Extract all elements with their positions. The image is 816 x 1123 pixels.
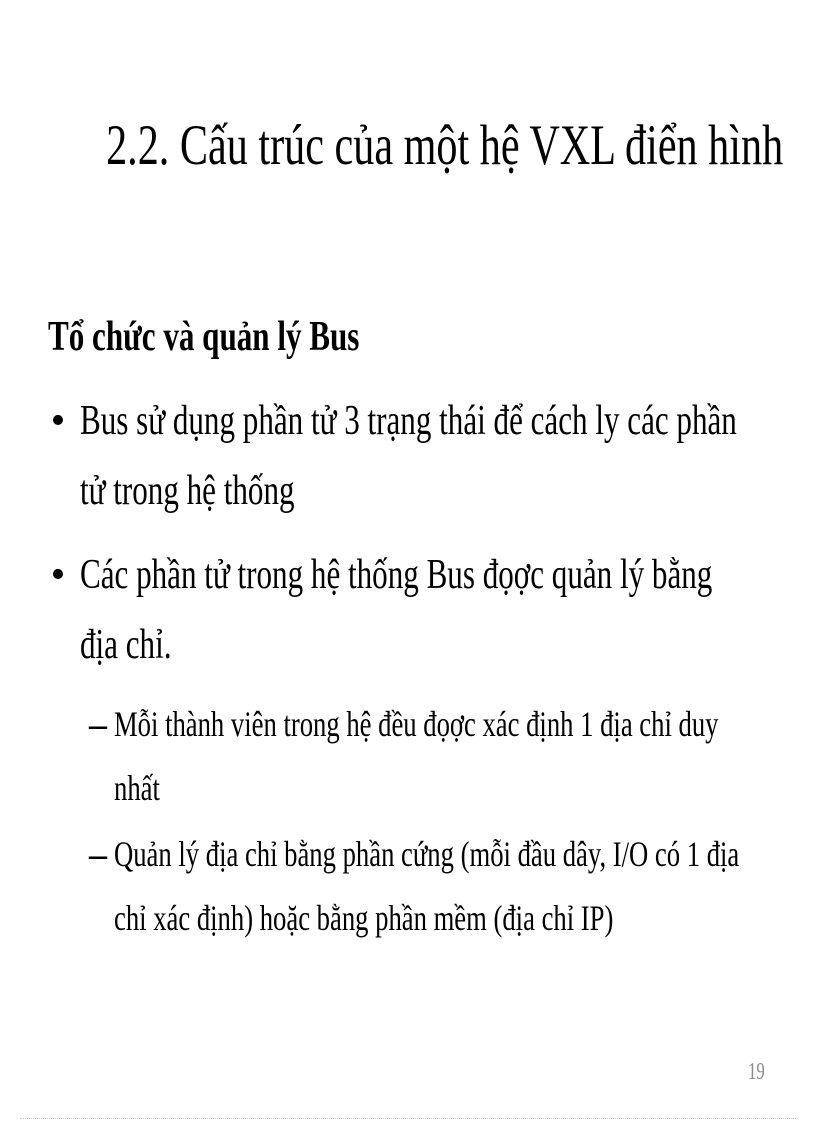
sub-bullet-text — [114, 822, 739, 950]
bullet-text — [80, 540, 712, 680]
section-heading: Tổ chức và quản lý Bus — [48, 314, 360, 360]
sub-bullet-line: Quản lý địa chỉ bằng phần cứng (mỗi đầu dây, I/O có 1 địa — [114, 834, 740, 874]
sub-bullet-line: Mỗi thành viên trong hệ đều đọợc xác định 1 địa chỉ duy — [114, 704, 719, 744]
page-number: 19 — [748, 1059, 765, 1085]
slide-title: 2.2. Cấu trúc của một hệ VXL điển hình — [106, 114, 784, 177]
bullet-line: địa chỉ. — [80, 622, 172, 668]
bullet-line: tử trong hệ thống — [80, 468, 295, 514]
bullet-text — [80, 386, 737, 526]
sub-bullet-line: chỉ xác định) hoặc bằng phần mềm (địa chỉ IP) — [114, 898, 614, 938]
bullet-line: Các phần tử trong hệ thống Bus đọợc quản lý bằng — [80, 552, 713, 598]
sub-bullet-marker: – — [89, 834, 107, 874]
bullet-marker: • — [50, 552, 66, 598]
sub-bullet-marker: – — [89, 704, 107, 744]
sub-bullet-text — [114, 692, 718, 820]
page-bottom-divider — [20, 1118, 796, 1119]
bullet-marker: • — [50, 398, 66, 444]
bullet-line: Bus sử dụng phần tử 3 trạng thái để cách ly các phần — [80, 398, 737, 444]
sub-bullet-line: nhất — [114, 768, 160, 808]
